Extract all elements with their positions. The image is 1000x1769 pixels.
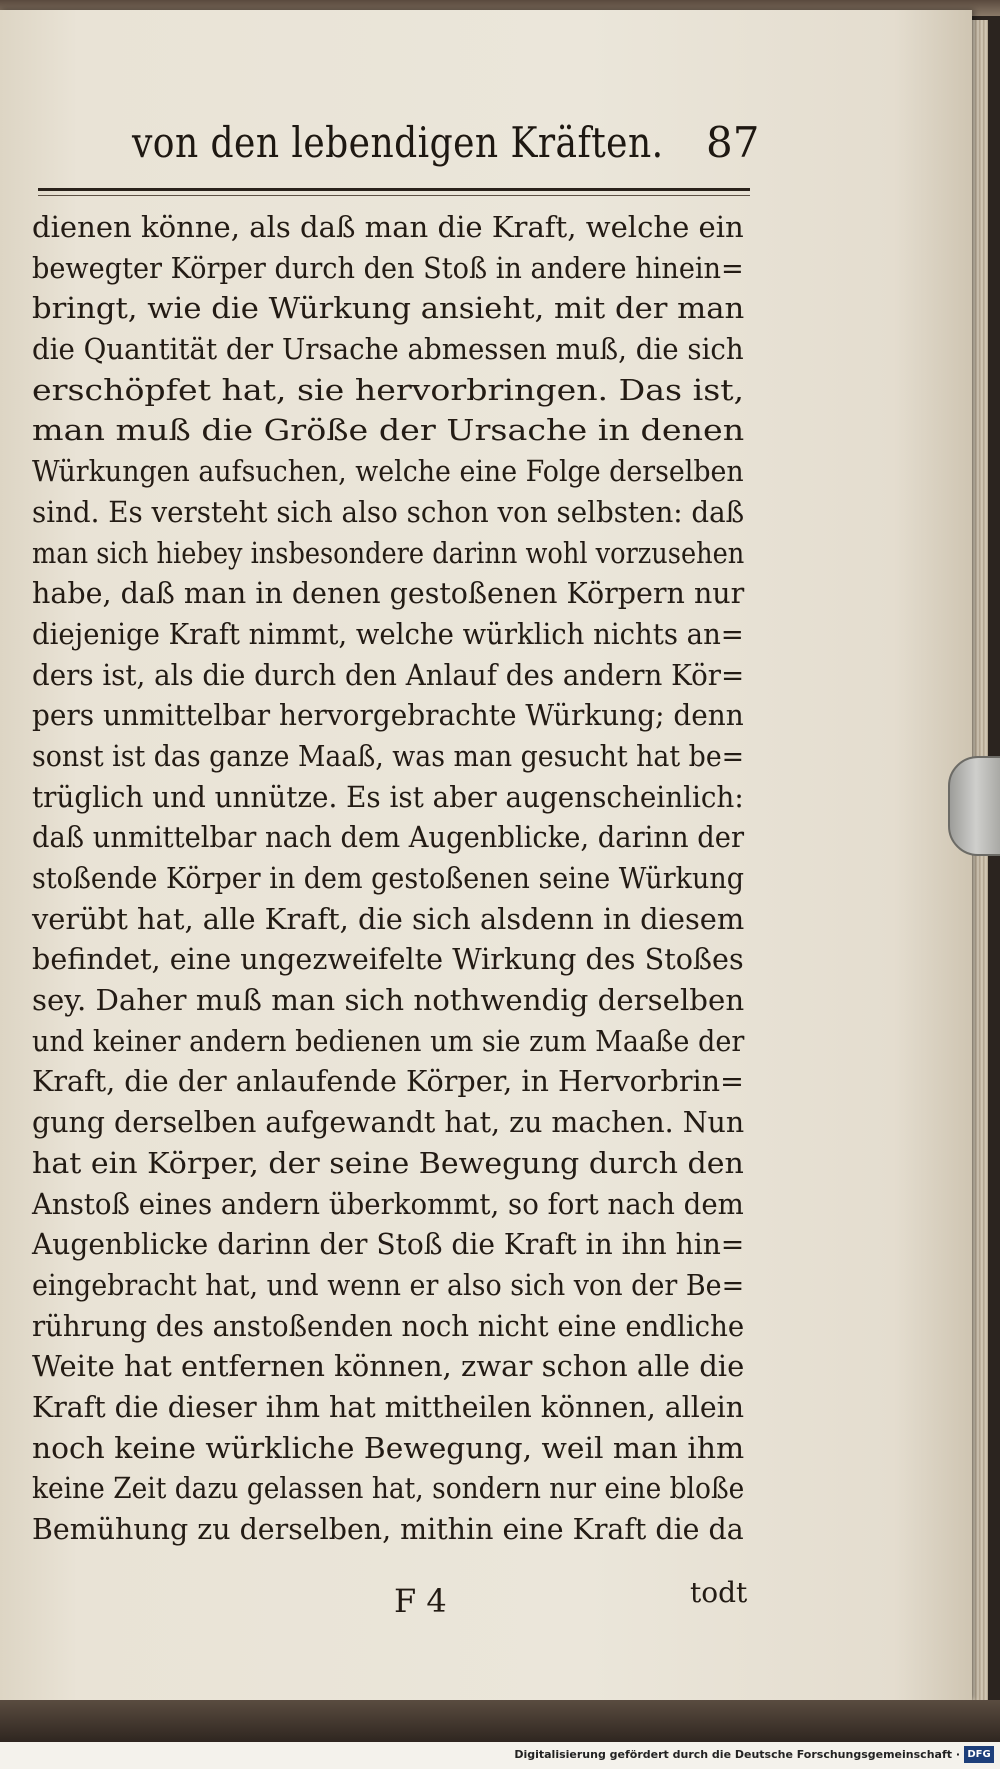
text-line-content: keine Zeit dazu gelassen hat, sondern nur eine bloße xyxy=(32,1472,745,1506)
text-line xyxy=(32,534,752,575)
text-line xyxy=(32,1062,752,1103)
page-paper xyxy=(0,10,972,1700)
text-line-content: Würkungen aufsuchen, welche eine Folge derselben xyxy=(32,455,744,489)
footer-strip xyxy=(0,1742,1000,1769)
text-line xyxy=(32,940,752,981)
dfg-logo-icon: DFG xyxy=(964,1746,994,1763)
text-line xyxy=(32,371,752,412)
footer-credit: Digitalisierung gefördert durch die Deutsche Forschungsgemeinschaft · xyxy=(514,1748,960,1761)
text-line xyxy=(32,1266,752,1307)
text-line xyxy=(32,289,752,330)
text-line xyxy=(32,1185,752,1226)
text-line-content: und keiner andern bedienen um sie zum Maaße der xyxy=(32,1024,745,1058)
header-rule xyxy=(38,188,750,196)
text-line xyxy=(32,1469,752,1510)
running-head: von den lebendigen Kräften. xyxy=(132,118,664,167)
text-line-content: stoßende Körper in dem gestoßenen seine Würkung xyxy=(32,862,744,895)
text-line-content: bringt, wie die Würkung ansieht, mit der man xyxy=(32,292,745,326)
text-line-content: Augenblicke darinn der Stoß die Kraft in ihn hin= xyxy=(32,1228,745,1262)
text-line-content: Kraft die dieser ihm hat mittheilen können, allein xyxy=(32,1390,745,1424)
text-line xyxy=(32,208,752,249)
signature-mark: F 4 xyxy=(394,1582,447,1620)
text-line xyxy=(32,1429,752,1470)
text-line-content: ders ist, als die durch den Anlauf des andern Kör= xyxy=(32,658,745,692)
text-line-content: daß unmittelbar nach dem Augenblicke, darinn der xyxy=(32,821,745,855)
text-line-content: man sich hiebey insbesondere darinn wohl vorzusehen xyxy=(32,536,745,570)
text-line-content: Weite hat entfernen können, zwar schon alle die xyxy=(32,1350,745,1384)
text-line-content: Kraft, die der anlaufende Körper, in Hervorbrin= xyxy=(32,1065,744,1099)
text-line-content: verübt hat, alle Kraft, die sich alsdenn in diesem xyxy=(32,902,745,936)
text-line xyxy=(32,656,752,697)
text-line-content: Bemühung zu derselben, mithin eine Kraft die da xyxy=(32,1513,744,1546)
text-line-content: rührung des anstoßenden noch nicht eine endliche xyxy=(32,1309,745,1343)
text-line xyxy=(32,615,752,656)
text-line-content: dienen könne, als daß man die Kraft, welche ein xyxy=(32,211,744,244)
text-line xyxy=(32,1144,752,1185)
text-line xyxy=(32,249,752,290)
page-number: 87 xyxy=(706,118,760,167)
text-line-content: eingebracht hat, und wenn er also sich von der Be= xyxy=(32,1268,745,1302)
body-text xyxy=(32,208,752,1551)
text-line xyxy=(32,1347,752,1388)
text-line-content: hat ein Körper, der seine Bewegung durch den xyxy=(32,1146,744,1180)
text-line-content: die Quantität der Ursache abmessen muß, die sich xyxy=(32,333,744,367)
text-line-content: trüglich und unnütze. Es ist aber augenscheinlich: xyxy=(32,780,744,814)
text-line-content: bewegter Körper durch den Stoß in andere hinein= xyxy=(32,251,744,285)
text-line xyxy=(32,1510,752,1551)
text-line xyxy=(32,818,752,859)
text-line xyxy=(32,452,752,493)
text-line-content: erschöpfet hat, sie hervorbringen. Das ist, xyxy=(32,373,745,407)
text-line-content: noch keine würkliche Bewegung, weil man ihm xyxy=(32,1431,745,1465)
text-line-content: sey. Daher muß man sich nothwendig derselben xyxy=(32,984,745,1018)
book-bottom-edge xyxy=(0,1700,1000,1742)
text-line-content: habe, daß man in denen gestoßenen Körpern nur xyxy=(32,577,745,611)
text-line xyxy=(32,859,752,900)
text-line xyxy=(32,900,752,941)
text-line xyxy=(32,1103,752,1144)
text-line xyxy=(32,778,752,819)
text-line xyxy=(32,1022,752,1063)
text-line xyxy=(32,696,752,737)
bookmark-tab xyxy=(948,756,1000,856)
text-line-content: diejenige Kraft nimmt, welche würklich nichts an= xyxy=(32,617,744,651)
text-line-content: gung derselben aufgewandt hat, zu machen. Nun xyxy=(32,1106,745,1140)
text-line xyxy=(32,330,752,371)
text-line xyxy=(32,737,752,778)
text-line xyxy=(32,411,752,452)
text-line xyxy=(32,1225,752,1266)
text-line xyxy=(32,1388,752,1429)
text-line xyxy=(32,574,752,615)
text-line xyxy=(32,1307,752,1348)
text-line-content: Anstoß eines andern überkommt, so fort nach dem xyxy=(32,1187,744,1221)
text-line xyxy=(32,493,752,534)
catchword: todt xyxy=(690,1576,748,1609)
text-line-content: sonst ist das ganze Maaß, was man gesucht hat be= xyxy=(32,739,745,773)
text-line-content: man muß die Größe der Ursache in denen xyxy=(32,414,745,448)
text-line xyxy=(32,981,752,1022)
text-line-content: befindet, eine ungezweifelte Wirkung des Stoßes xyxy=(32,943,744,977)
text-line-content: sind. Es versteht sich also schon von selbsten: daß xyxy=(32,495,745,529)
text-line-content: pers unmittelbar hervorgebrachte Würkung; denn xyxy=(32,699,744,733)
